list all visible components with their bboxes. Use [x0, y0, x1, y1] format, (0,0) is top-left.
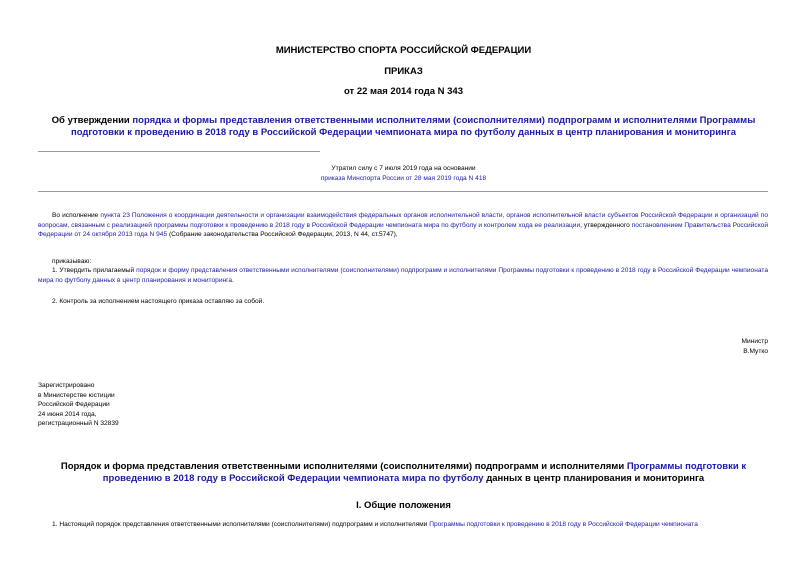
signature-block — [742, 337, 769, 356]
appendix-title-prefix: Порядок и форма представления ответственными исполнителями (соисполнителями) подпрограмм и исполнителями — [60, 461, 627, 472]
appendix-p1-prefix: 1. Настоящий порядок представления ответственными исполнителями (соисполнителями) подпрограмм и исполнителями — [52, 521, 430, 528]
status-link[interactable]: приказа Минспорта России от 28 мая 2019 года N 418 — [320, 174, 487, 182]
registration-block — [38, 381, 119, 429]
preamble-text-3: (Собрание законодательства Российской Федерации, 2013, N 44, ст.5747), — [167, 231, 398, 239]
signature-name: В.Мутко — [743, 347, 768, 355]
status-note — [0, 164, 807, 183]
preamble-text-1: Во исполнение — [52, 212, 101, 219]
registration-line: в Министерстве юстиции — [38, 391, 115, 399]
order-item-1 — [38, 266, 768, 285]
preamble-link-1[interactable]: пункта 23 Положения о координации деятельности и организации взаимодействия федеральных органов исполнительной власти, органов исполнительной власти субъектов Российской Федерации и организаций по вопросам, связанным с реализацией программы подготовки к проведению в 2018 году в Российской Федерации чемпионата мира по футболу и контролем хода ее реализации — [38, 212, 768, 229]
registration-line: регистрационный N 32839 — [38, 420, 119, 428]
doc-title — [40, 115, 767, 139]
appendix-title — [40, 461, 767, 485]
doc-title-prefix: Об утверждении — [51, 115, 133, 126]
registration-line: Российской Федерации — [38, 401, 110, 409]
order-verb: приказываю: — [52, 258, 92, 265]
separator-short — [38, 151, 320, 152]
status-line: Утратил силу с 7 июля 2019 года на основании — [331, 165, 476, 172]
order-item-1-prefix: 1. Утвердить прилагаемый — [52, 267, 137, 274]
signature-position: Министр — [741, 338, 768, 345]
appendix-paragraph-1 — [38, 520, 768, 530]
registration-line: 24 июня 2014 года, — [38, 410, 97, 418]
appendix-p1-link[interactable]: Программы подготовки к проведению в 2018 году в Российской Федерации чемпионата — [429, 521, 698, 528]
doc-date-number: от 22 мая 2014 года N 343 — [343, 86, 464, 97]
appendix-title-suffix: данных в центр планирования и мониторинга — [483, 473, 705, 484]
order-item-1-suffix: . — [232, 276, 234, 284]
registration-line: Зарегистрировано — [38, 382, 95, 389]
order-item-1-link[interactable]: порядок и форму представления ответственными исполнителями (соисполнителями) подпрограмм и исполнителями Программы подготовки к проведению в 2018 году в Российской Федерации чемпионата мира по футболу данных в центр планирования и мониторинга — [38, 267, 768, 284]
order-item-2: 2. Контроль за исполнением настоящего приказа оставляю за собой. — [52, 298, 265, 305]
ministry-heading: МИНИСТЕРСТВО СПОРТА РОССИЙСКОЙ ФЕДЕРАЦИИ — [275, 45, 532, 56]
doc-title-link[interactable]: порядка и формы представления ответственными исполнителями (соисполнителями) подпрограмм и исполнителями Программы подготовки к проведению в 2018 году в Российской Федерации чемпионата мира по футболу данных в центр планирования и мониторинга — [70, 115, 756, 138]
preamble-paragraph — [38, 211, 768, 240]
separator-long — [38, 191, 768, 192]
doc-type-heading: ПРИКАЗ — [384, 66, 423, 77]
appendix-title-link[interactable]: Программы подготовки к проведению в 2018 году в Российской Федерации чемпионата мира по футболу — [102, 461, 747, 484]
preamble-text-2: , утвержденного — [580, 221, 632, 229]
section-title: I. Общие положения — [356, 500, 451, 511]
preamble-link-2[interactable]: постановлением Правительства Российской Федерации от 24 октября 2013 года N 945 — [38, 221, 768, 239]
